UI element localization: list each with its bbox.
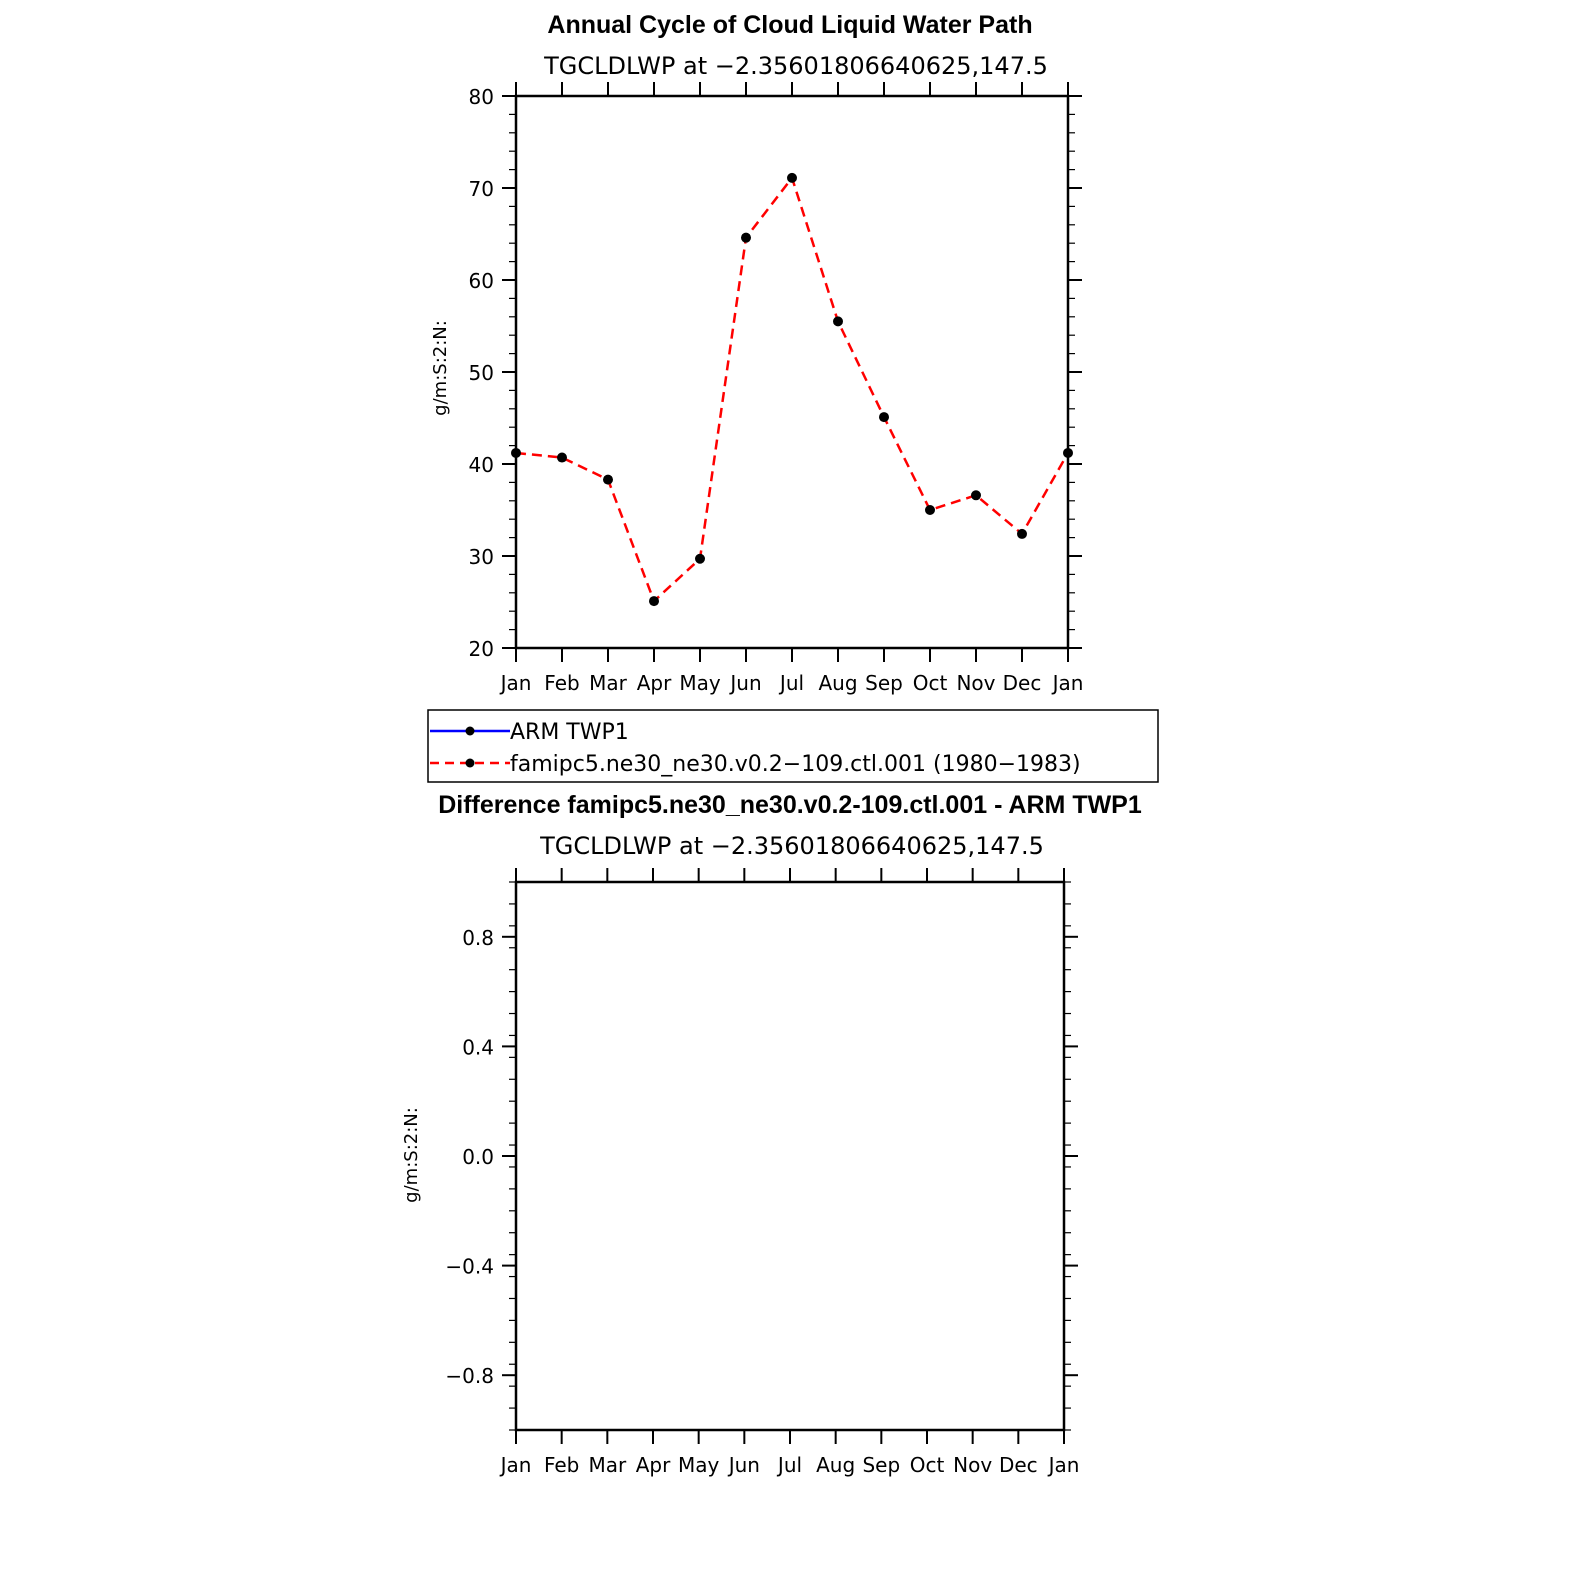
data-point — [695, 554, 705, 564]
x-tick-label: Oct — [909, 1453, 945, 1477]
chart-1-plot-area — [469, 82, 1084, 695]
x-tick-label: Jan — [500, 671, 532, 695]
data-point — [741, 233, 751, 243]
legend-marker-arm — [466, 727, 475, 736]
x-tick-label: Nov — [953, 1453, 993, 1477]
data-point — [1063, 448, 1073, 458]
x-tick-label: Aug — [816, 1453, 856, 1477]
x-tick-label: Nov — [956, 671, 996, 695]
chart-2-plot-area — [445, 868, 1079, 1477]
chart-2-subtitle: TGCLDLWP at −2.35601806640625,147.5 — [540, 832, 1044, 860]
chart-1-y-axis-label: g/m:S:2:N: — [430, 320, 451, 416]
y-tick-label: 80 — [468, 85, 494, 109]
data-point — [879, 412, 889, 422]
series-line-0 — [516, 178, 1068, 601]
x-tick-label: Aug — [818, 671, 858, 695]
data-point — [833, 316, 843, 326]
x-tick-label: Jan — [500, 1453, 532, 1477]
x-tick-label: Feb — [544, 671, 580, 695]
data-point — [787, 173, 797, 183]
x-tick-label: Oct — [912, 671, 948, 695]
x-tick-label: Sep — [862, 1453, 901, 1477]
x-tick-label: May — [677, 1453, 720, 1477]
chart-2-y-axis-label: g/m:S:2:N: — [401, 1107, 422, 1203]
data-point — [557, 453, 567, 463]
x-tick-label: Jul — [779, 671, 805, 695]
data-point — [925, 505, 935, 515]
chart-1-subtitle: TGCLDLWP at −2.35601806640625,147.5 — [544, 52, 1048, 80]
data-point — [649, 596, 659, 606]
x-tick-label: Jul — [777, 1453, 803, 1477]
y-tick-label: −0.8 — [445, 1364, 494, 1389]
x-tick-label: Apr — [635, 1453, 671, 1477]
data-point — [603, 475, 613, 485]
x-tick-label: Jun — [730, 671, 762, 695]
x-tick-label: Feb — [543, 1453, 580, 1477]
y-tick-label: 70 — [468, 177, 494, 201]
y-tick-label: 0.4 — [462, 1035, 494, 1060]
y-tick-label: 60 — [468, 269, 494, 293]
legend-marker-model — [466, 759, 475, 768]
x-tick-label: May — [679, 671, 721, 695]
chart-2-title: Difference famipc5.ne30_ne30.v0.2-109.ctl.001 - ARM TWP1 — [438, 791, 1142, 819]
y-tick-label: 20 — [468, 637, 494, 661]
chart-1-title: Annual Cycle of Cloud Liquid Water Path — [547, 11, 1033, 39]
plot-frame — [516, 882, 1064, 1430]
data-point — [511, 448, 521, 458]
x-tick-label: Mar — [589, 671, 627, 695]
data-point — [1017, 529, 1027, 539]
x-tick-label: Jan — [1052, 671, 1084, 695]
y-tick-label: 40 — [468, 453, 494, 477]
legend-label-model: famipc5.ne30_ne30.v0.2−109.ctl.001 (1980−1983) — [510, 752, 1081, 777]
y-tick-label: 0.0 — [462, 1145, 494, 1169]
legend-label-arm: ARM TWP1 — [510, 720, 629, 745]
x-tick-label: Apr — [636, 671, 672, 695]
x-tick-label: Jan — [1048, 1453, 1080, 1477]
x-tick-label: Jun — [728, 1453, 760, 1477]
y-tick-label: 30 — [468, 545, 494, 569]
x-tick-label: Sep — [865, 671, 903, 695]
x-tick-label: Mar — [588, 1453, 627, 1477]
chart-1-legend — [428, 710, 1158, 782]
y-tick-label: −0.4 — [445, 1254, 494, 1279]
x-tick-label: Dec — [1002, 671, 1042, 695]
y-tick-label: 50 — [468, 361, 494, 385]
x-tick-label: Dec — [998, 1453, 1038, 1477]
y-tick-label: 0.8 — [462, 925, 494, 950]
data-point — [971, 490, 981, 500]
